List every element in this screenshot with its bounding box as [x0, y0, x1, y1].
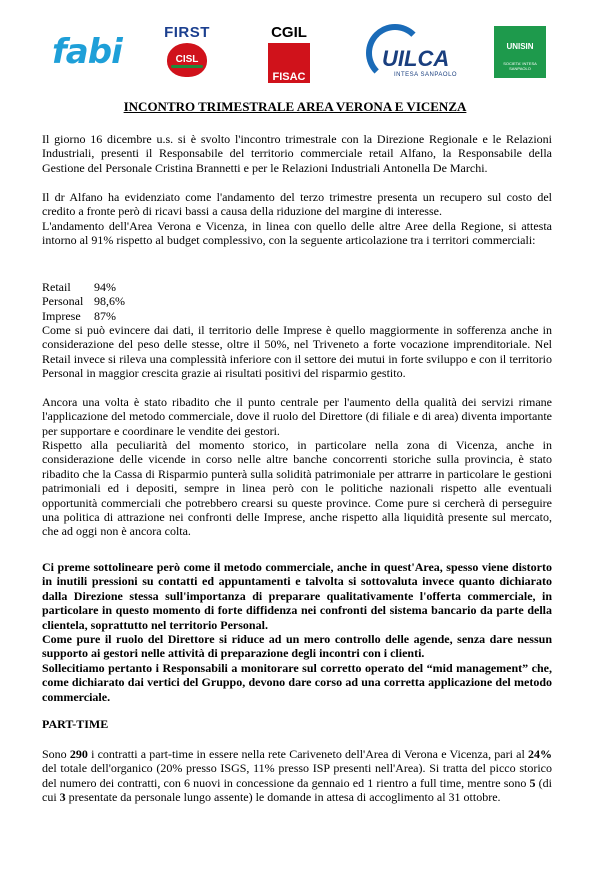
parttime-text: Sono: [42, 747, 70, 761]
paragraph-vicenza: Rispetto alla peculiarità del momento storico, in particolare nella zona di Vicenza, anche in considerazione delle vicende in corso nelle altre banche concorrenti storiche sulla provincia, è stato ribadito che la Cassa di Risparmio punterà sulla solidità patrimoniale per attrarre in particolare le gestioni patrimoniali ed i depositi, sempre in linea però con le politiche nazionali rispetto alle eventuali opportunità commerciali che potrebbero crearsi su queste province. Come pure si cercherà di perseguire una politica di attrazione nei confronti delle Imprese, anche rispetto alla liquidità presente sul mercato, che ad oggi non è ancora colta.: [42, 438, 552, 539]
cgil-red-block: [268, 43, 310, 71]
cgil-fisac-logo: [262, 24, 316, 83]
territory-value: 94%: [94, 280, 116, 294]
territory-row: [42, 294, 552, 308]
paragraph-parttime: [42, 747, 552, 805]
paragraph-bold-critique: Ci preme sottolineare però come il metodo commerciale, anche in quest'Area, spesso viene distorto in inutili pressioni su contatti ed appuntamenti e talvolta si sottovaluta invece quanto dichiarato dalla Direzione stessa sull'importanza di preparare qualitativamente l'offerta commerciale, in particolare in questo momento di forte diffidenza nei confronti del sistema bancario da parte della clientela, soprattutto nel territorio Personal.: [42, 560, 552, 632]
cisl-emblem: [167, 43, 207, 77]
uilca-sub-text: INTESA SANPAOLO: [394, 72, 458, 78]
territory-label: Personal: [42, 294, 84, 309]
first-logo-text: FIRST: [164, 24, 210, 41]
uilca-logo-text: UILCA: [382, 46, 450, 71]
fabi-logo: fabi: [52, 32, 122, 72]
unisin-sub-text: SOCIETA' INTESA SANPAOLO: [503, 61, 537, 71]
unisin-logo-text: UNISIN: [506, 42, 534, 51]
document-title: INCONTRO TRIMESTRALE AREA VERONA E VICENZA: [123, 99, 467, 114]
territory-label: Retail: [42, 280, 71, 294]
territory-row: [42, 280, 552, 294]
parttime-pending: 5: [529, 775, 536, 790]
parttime-text: del totale dell'organico (20% presso ISGS, 11% presso ISP presenti nell'Area). Si tratta del picco storico del numero dei contratti, con 6 nuovi in concessione da gennaio ed 1 rientro a full time, mentre sono: [42, 761, 552, 790]
cisl-logo-text: CISL: [175, 54, 199, 65]
paragraph-metodo: Ancora una volta è stato ribadito che il punto centrale per l'aumento della qualità dei servizi rimane l'applicazione del metodo commerciale, dove il ruolo del Direttore (di filiale e di area) diventa importante per supportare e coordinare le vendite dei gestori.: [42, 395, 552, 438]
fisac-logo-text: FISAC: [268, 71, 310, 83]
uilca-logo: [362, 22, 462, 82]
paragraph-area-trend: L'andamento dell'Area Verona e Vicenza, in linea con quello delle altre Aree della Regione, si attesta intorno al 91% rispetto al budget complessivo, con la seguente articolazione tra i territori commerciali:: [42, 219, 552, 248]
territory-label: Imprese: [42, 308, 81, 323]
parttime-text: i contratti a part-time in essere nella rete Cariveneto dell'Area di Verona e Vicenza, pari al: [87, 747, 528, 761]
territory-table: [42, 280, 552, 323]
paragraph-intro: Il giorno 16 dicembre u.s. si è svolto l'incontro trimestrale con la Direzione Regionale e le Relazioni Industriali, presenti il Responsabile del territorio commerciale retail Alfano, la Responsabile della Gestione del Personale Cristina Brannetti e per le Relazioni Industriali Antonella De Marchi.: [42, 132, 552, 175]
territory-value: 87%: [94, 308, 116, 323]
parttime-count: 290: [69, 747, 88, 761]
territory-value: 98,6%: [94, 294, 125, 309]
unisin-logo: [494, 26, 546, 78]
paragraph-bold-direttore: Come pure il ruolo del Direttore si riduce ad un mero controllo delle agende, senza dare nessun supporto ai gestori nelle attività di preparazione degli incontri con i clienti.: [42, 632, 552, 661]
parttime-pending-absent: 3: [59, 790, 66, 805]
parttime-text: presentate da personale lungo assente) le domande in attesa di accoglimento al 31 ottobre.: [65, 790, 501, 805]
first-cisl-logo: [158, 24, 216, 80]
paragraph-imprese: Come si può evincere dai dati, il territorio delle Imprese è quello maggiormente in sofferenza anche in considerazione del peso delle stesse, oltre il 50%, nel Triveneto a forte vocazione imprenditoriale. Nel Retail invece si rileva una complessità inferiore con il settore dei mutui in forte sviluppo e con il territorio Personal in maggior crescita grazie ai risultati positivi del risparmio gestito.: [42, 323, 552, 381]
section-heading-parttime: PART-TIME: [42, 717, 109, 731]
territory-row: [42, 309, 552, 323]
parttime-percent: 24%: [528, 747, 552, 761]
cgil-logo-text: CGIL: [271, 24, 307, 41]
parttime-text: (di cui: [42, 775, 552, 805]
paragraph-bold-mid-management: Sollecitiamo pertanto i Responsabili a monitorare sul corretto operato del “mid management” che, come dichiarato dai vertici del Gruppo, devono dare corso ad una corretta applicazione del metodo commerciale.: [42, 661, 552, 704]
logo-bar: [0, 22, 590, 82]
paragraph-alfano: Il dr Alfano ha evidenziato come l'andamento del terzo trimestre presenta un recupero sul costo del credito a fronte però di ricavi bassi a causa della riduzione del margine di interesse.: [42, 190, 552, 219]
